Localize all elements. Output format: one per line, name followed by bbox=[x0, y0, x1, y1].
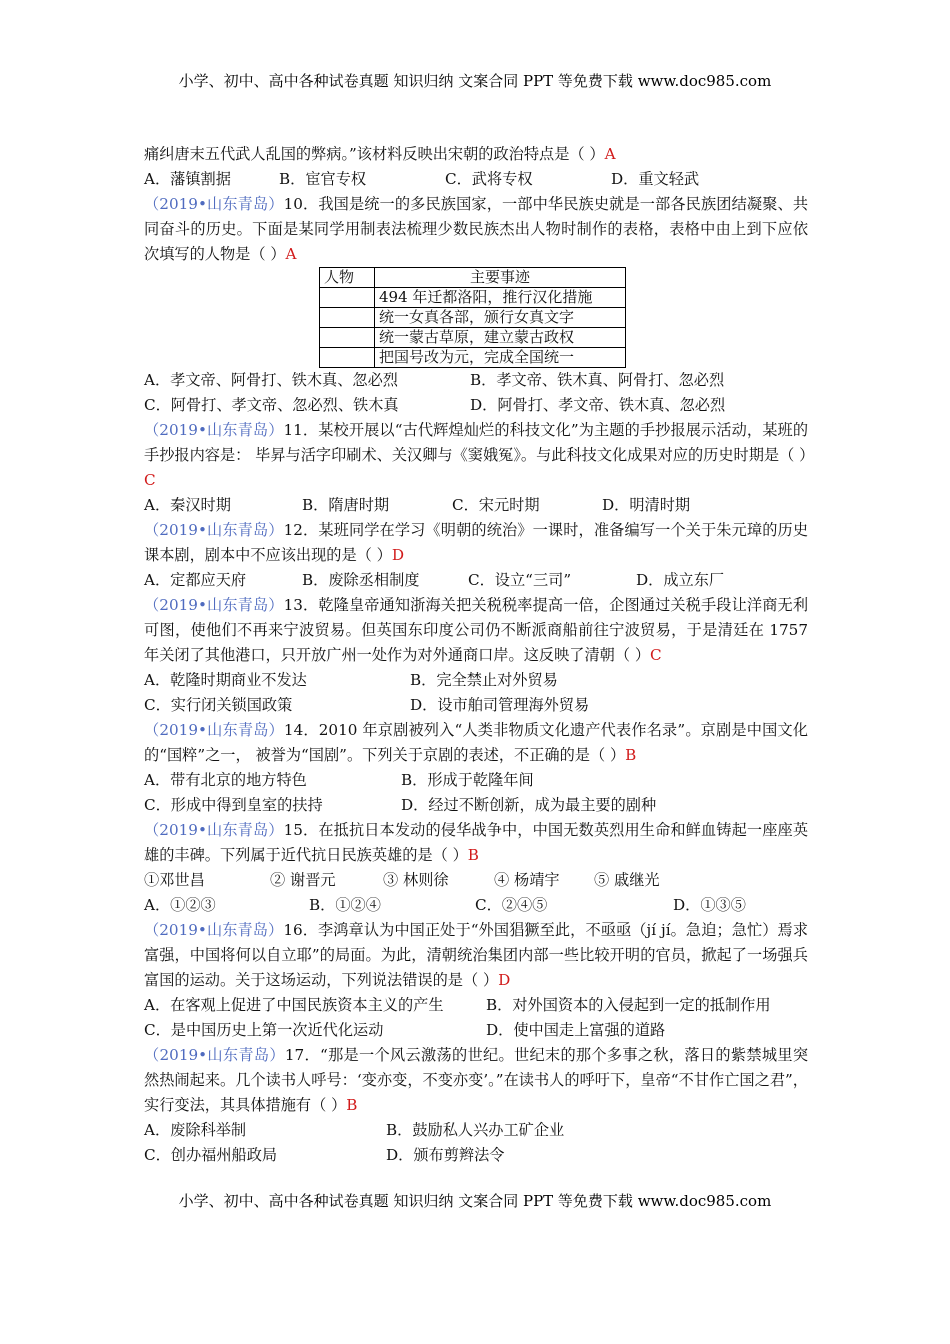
table-cell-event: 统一女真各部，颁行女真文字 bbox=[375, 308, 626, 328]
answer-key: B bbox=[467, 846, 479, 864]
question-14-options-row-2 bbox=[144, 793, 808, 818]
option-a: A．秦汉时期 bbox=[144, 496, 231, 514]
option-c: C．②④⑤ bbox=[475, 896, 548, 914]
option-d: D．颁布剪辫法令 bbox=[386, 1146, 505, 1164]
question-15-items bbox=[144, 868, 808, 893]
option-d: D．成立东厂 bbox=[636, 571, 725, 589]
option-a: A．带有北京的地方特色 bbox=[144, 771, 307, 789]
option-c: C．实行闭关锁国政策 bbox=[144, 696, 293, 714]
option-d: D．阿骨打、孝文帝、铁木真、忽必烈 bbox=[470, 396, 726, 414]
question-16-options-row-1 bbox=[144, 993, 808, 1018]
stem-text: 14．2010 年京剧被列入“人类非物质文化遗产代表作名录”。京剧是中国文化的“国粹”之一， 被誉为“国剧”。下列关于京剧的表述，不正确的是（ ） bbox=[144, 721, 808, 764]
answer-key: B bbox=[625, 746, 637, 764]
table-row bbox=[320, 308, 626, 328]
option-c: C．武将专权 bbox=[445, 170, 533, 188]
option-a: A．定都应天府 bbox=[144, 571, 247, 589]
answer-key: D bbox=[391, 546, 405, 564]
question-13-options-row-1 bbox=[144, 668, 808, 693]
option-d: D．明清时期 bbox=[602, 496, 691, 514]
stem-text: 13．乾隆皇帝通知浙海关把关税税率提高一倍，企图通过关税手段让洋商无利可图，使他们不再来宁波贸易。但英国东印度公司仍不断派商船前往宁波贸易，于是清廷在 1757 年关闭了其他港口，只开放广州一处作为对外通商口岸。这反映了清朝（ ） bbox=[144, 596, 809, 664]
option-a: A．孝文帝、阿骨打、铁木真、忽必烈 bbox=[144, 371, 398, 389]
source-tag: （2019•山东青岛） bbox=[144, 596, 284, 614]
question-14-options-row-1 bbox=[144, 768, 808, 793]
option-d: D．使中国走上富强的道路 bbox=[486, 1021, 666, 1039]
option-b: B．形成于乾隆年间 bbox=[401, 771, 534, 789]
answer-key: B bbox=[346, 1096, 358, 1114]
answer-key: D bbox=[498, 971, 511, 989]
question-16-options-row-2 bbox=[144, 1018, 808, 1043]
figures-table bbox=[319, 267, 626, 368]
stem-text: 12．某班同学在学习《明朝的统治》一课时，准备编写一个关于朱元璋的历史课本剧，剧本中不应该出现的是（ ） bbox=[144, 521, 809, 564]
item-5: ⑤ 戚继光 bbox=[594, 871, 660, 889]
option-d: D．重文轻武 bbox=[611, 170, 700, 188]
question-13-stem bbox=[144, 593, 808, 668]
source-tag: （2019•山东青岛） bbox=[144, 721, 284, 739]
source-tag: （2019•山东青岛） bbox=[144, 521, 284, 539]
option-c: C．宋元时期 bbox=[452, 496, 540, 514]
option-a: A．乾隆时期商业不发达 bbox=[144, 671, 307, 689]
table-cell-person bbox=[320, 288, 375, 308]
answer-key: A bbox=[604, 145, 616, 163]
question-17-options-row-1 bbox=[144, 1118, 808, 1143]
option-b: B．宦官专权 bbox=[279, 170, 367, 188]
question-17-stem bbox=[144, 1043, 808, 1118]
option-d: D．经过不断创新，成为最主要的剧种 bbox=[401, 796, 657, 814]
question-14-stem bbox=[144, 718, 808, 768]
option-b: B．孝文帝、铁木真、阿骨打、忽必烈 bbox=[470, 371, 725, 389]
option-b: B．隋唐时期 bbox=[302, 496, 390, 514]
question-16-stem bbox=[144, 918, 808, 993]
question-15-options bbox=[144, 893, 808, 918]
table-cell-event: 494 年迁都洛阳，推行汉化措施 bbox=[375, 288, 626, 308]
item-3: ③ 林则徐 bbox=[383, 871, 449, 889]
question-list bbox=[144, 142, 815, 1168]
table-cell-person bbox=[320, 348, 375, 368]
stem-text: 16．李鸿章认为中国正处于“外国猖獗至此，不亟亟（jí jí。急迫；急忙）焉求富强，中国将何以自立耶”的局面。为此，清朝统治集团内部一些比较开明的官员，掀起了一场强兵富国的运动。关于这场运动，下列说法错误的是（ ） bbox=[144, 921, 809, 989]
question-12-options bbox=[144, 568, 808, 593]
stem-text: 15．在抵抗日本发动的侵华战争中，中国无数英烈用生命和鲜血铸起一座座英雄的丰碑。下列属于近代抗日民族英雄的是（ ） bbox=[144, 821, 809, 864]
item-1: ①邓世昌 bbox=[144, 871, 205, 889]
option-b: B．鼓励私人兴办工矿企业 bbox=[386, 1121, 565, 1139]
stem-text: 10．我国是统一的多民族国家，一部中华民族史就是一部各民族团结凝聚、共同奋斗的历史。下面是某同学用制表法梳理少数民族杰出人物时制作的表格，表格中由上到下应依次填写的人物是（ ） bbox=[144, 195, 809, 263]
option-d: D．设市舶司管理海外贸易 bbox=[410, 696, 590, 714]
question-11-options bbox=[144, 493, 808, 518]
item-4: ④ 杨靖宇 bbox=[494, 871, 560, 889]
stem-text: 痛纠唐末五代武人乱国的弊病。”该材料反映出宋朝的政治特点是（ ） bbox=[144, 145, 605, 163]
option-c: C．形成中得到皇室的扶持 bbox=[144, 796, 323, 814]
question-12-stem bbox=[144, 518, 808, 568]
table-cell-event: 统一蒙古草原，建立蒙古政权 bbox=[375, 328, 626, 348]
option-a: A．①②③ bbox=[144, 896, 216, 914]
option-c: C．设立“三司” bbox=[468, 571, 572, 589]
option-b: B．废除丞相制度 bbox=[302, 571, 420, 589]
source-tag: （2019•山东青岛） bbox=[144, 195, 284, 213]
table-header-cell: 人物 bbox=[320, 268, 375, 288]
stem-text: 11．某校开展以“古代辉煌灿烂的科技文化”为主题的手抄报展示活动，某班的手抄报内容是： 毕昇与活字印刷术、关汉卿与《窦娥冤》。与此科技文化成果对应的历史时期是（ ） bbox=[144, 421, 815, 464]
option-b: B．①②④ bbox=[309, 896, 381, 914]
answer-key: C bbox=[144, 471, 156, 489]
source-tag: （2019•山东青岛） bbox=[144, 921, 284, 939]
table-cell-event: 把国号改为元，完成全国统一 bbox=[375, 348, 626, 368]
question-11-stem bbox=[144, 418, 815, 493]
question-13-options-row-2 bbox=[144, 693, 808, 718]
option-b: B．对外国资本的入侵起到一定的抵制作用 bbox=[486, 996, 771, 1014]
question-9-stem bbox=[144, 142, 808, 167]
source-tag: （2019•山东青岛） bbox=[144, 421, 284, 439]
item-2: ② 谢晋元 bbox=[270, 871, 336, 889]
answer-key: A bbox=[285, 245, 297, 263]
table-header-cell: 主要事迹 bbox=[375, 268, 626, 288]
question-10-stem bbox=[144, 192, 808, 267]
option-a: A．在客观上促进了中国民族资本主义的产生 bbox=[144, 996, 444, 1014]
question-9-options bbox=[144, 167, 808, 192]
option-d: D．①③⑤ bbox=[673, 896, 746, 914]
table-cell-person bbox=[320, 308, 375, 328]
source-tag: （2019•山东青岛） bbox=[144, 1046, 285, 1064]
stem-text: 17．“那是一个风云激荡的世纪。世纪末的那个多事之秋，落日的紫禁城里突然热闹起来。几个读书人呼号：‘变亦变，不变亦变’。”在读书人的呼吁下，皇帝“不甘作亡国之君”，实行变法，其具体措施有（ ） bbox=[144, 1046, 809, 1114]
table-row bbox=[320, 288, 626, 308]
option-c: C．是中国历史上第一次近代化运动 bbox=[144, 1021, 384, 1039]
table-header-row bbox=[320, 268, 626, 288]
table-cell-person bbox=[320, 328, 375, 348]
question-15-stem bbox=[144, 818, 808, 868]
page-header: 小学、初中、高中各种试卷真题 知识归纳 文案合同 PPT 等免费下载 www.doc985.com bbox=[178, 72, 772, 90]
source-tag: （2019•山东青岛） bbox=[144, 821, 284, 839]
answer-key: C bbox=[650, 646, 662, 664]
page-footer: 小学、初中、高中各种试卷真题 知识归纳 文案合同 PPT 等免费下载 www.doc985.com bbox=[178, 1192, 772, 1210]
option-c: C．创办福州船政局 bbox=[144, 1146, 278, 1164]
option-a: A．藩镇割据 bbox=[144, 170, 231, 188]
option-a: A．废除科举制 bbox=[144, 1121, 247, 1139]
question-10-options-row-2 bbox=[144, 393, 808, 418]
table-row bbox=[320, 328, 626, 348]
option-b: B．完全禁止对外贸易 bbox=[410, 671, 558, 689]
option-c: C．阿骨打、孝文帝、忽必烈、铁木真 bbox=[144, 396, 399, 414]
question-10-options-row-1 bbox=[144, 368, 808, 393]
table-row bbox=[320, 348, 626, 368]
question-17-options-row-2 bbox=[144, 1143, 808, 1168]
